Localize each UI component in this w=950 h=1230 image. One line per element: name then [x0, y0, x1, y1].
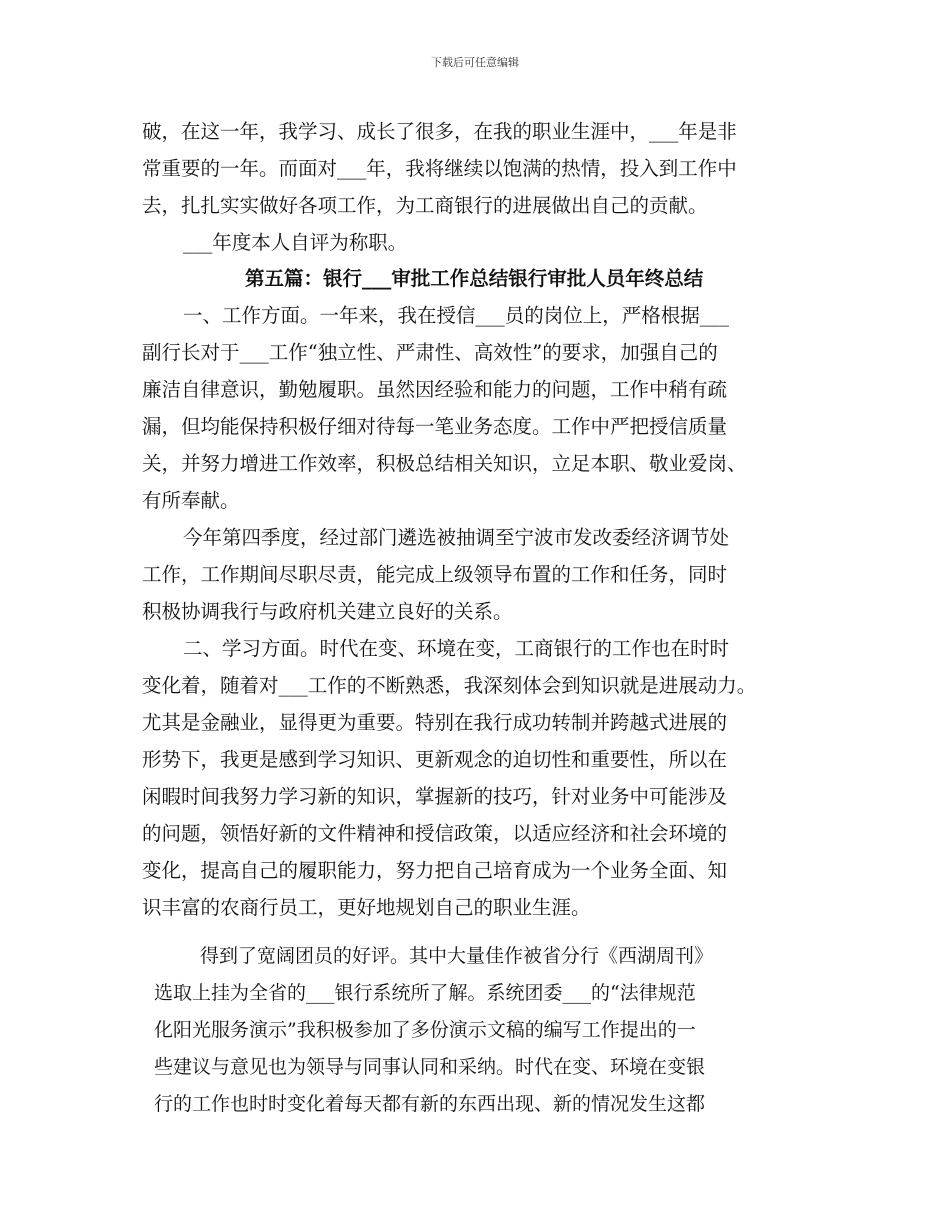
text-line: 去，扎扎实实做好各项工作，为工商银行的进展做出自己的贡献。 — [142, 194, 708, 217]
text-line: 工作，工作期间尽职尽责，能完成上级领导布置的工作和任务，同时 — [142, 563, 728, 586]
text-line: 副行长对于___工作“独立性、严肃性、高效性”的要求，加强自己的 — [142, 341, 718, 364]
text-line: 破，在这一年，我学习、成长了很多，在我的职业生涯中，___年是非 — [142, 120, 737, 143]
text-line: 有所奉献。 — [142, 489, 240, 512]
section-title: 第五篇：银行___审批工作总结银行审批人员年终总结 — [245, 267, 704, 290]
text-line: 识丰富的农商行员工，更好地规划自己的职业生涯。 — [142, 896, 591, 919]
text-line: 得到了宽阔团员的好评。其中大量佳作被省分行《西湖周刊》 — [200, 945, 714, 967]
text-line: 变化着，随着对___工作的不断熟悉，我深刻体会到知识就是进展动力。 — [142, 674, 757, 697]
text-line: 变化，提高自己的履职能力，努力把自己培育成为一个业务全面、知 — [142, 859, 728, 882]
text-line: 形势下，我更是感到学习知识、更新观念的迫切性和重要性，所以在 — [142, 748, 728, 771]
text-line: 二、学习方面。时代在变、环境在变，工商银行的工作也在时时 — [183, 637, 730, 660]
text-line: 闲暇时间我努力学习新的知识，掌握新的技巧，针对业务中可能涉及 — [142, 785, 728, 808]
page-header: 下载后可任意编辑 — [431, 56, 519, 69]
text-line: 一、工作方面。一年来，我在授信___员的岗位上，严格根据___ — [183, 304, 730, 327]
text-line: ___年度本人自评为称职。 — [183, 231, 408, 254]
text-line: 的问题，领悟好新的文件精神和授信政策，以适应经济和社会环境的 — [142, 822, 728, 845]
text-line: 今年第四季度，经过部门遴选被抽调至宁波市发改委经济调节处 — [183, 526, 730, 549]
text-line: 尤其是金融业，显得更为重要。特别在我行成功转制并跨越式进展的 — [142, 711, 728, 734]
text-line: 积极协调我行与政府机关建立良好的关系。 — [142, 600, 513, 623]
text-line: 化阳光服务演示”我积极参加了多份演示文稿的编写工作提出的一 — [154, 1019, 696, 1041]
text-line: 行的工作也时时变化着每天都有新的东西出现、新的情况发生这都 — [154, 1093, 706, 1115]
text-line: 些建议与意见也为领导与同事认同和采纳。时代在变、环境在变银 — [154, 1056, 706, 1078]
text-line: 关，并努力增进工作效率，积极总结相关知识，立足本职、敬业爱岗、 — [142, 452, 747, 475]
text-line: 选取上挂为全省的___银行系统所了解。系统团委___的“法律规范 — [154, 982, 696, 1004]
text-line: 漏，但均能保持积极仔细对待每一笔业务态度。工作中严把授信质量 — [142, 415, 728, 438]
text-line: 廉洁自律意识，勤勉履职。虽然因经验和能力的问题，工作中稍有疏 — [142, 378, 728, 401]
text-line: 常重要的一年。而面对___年，我将继续以饱满的热情，投入到工作中 — [142, 157, 737, 180]
